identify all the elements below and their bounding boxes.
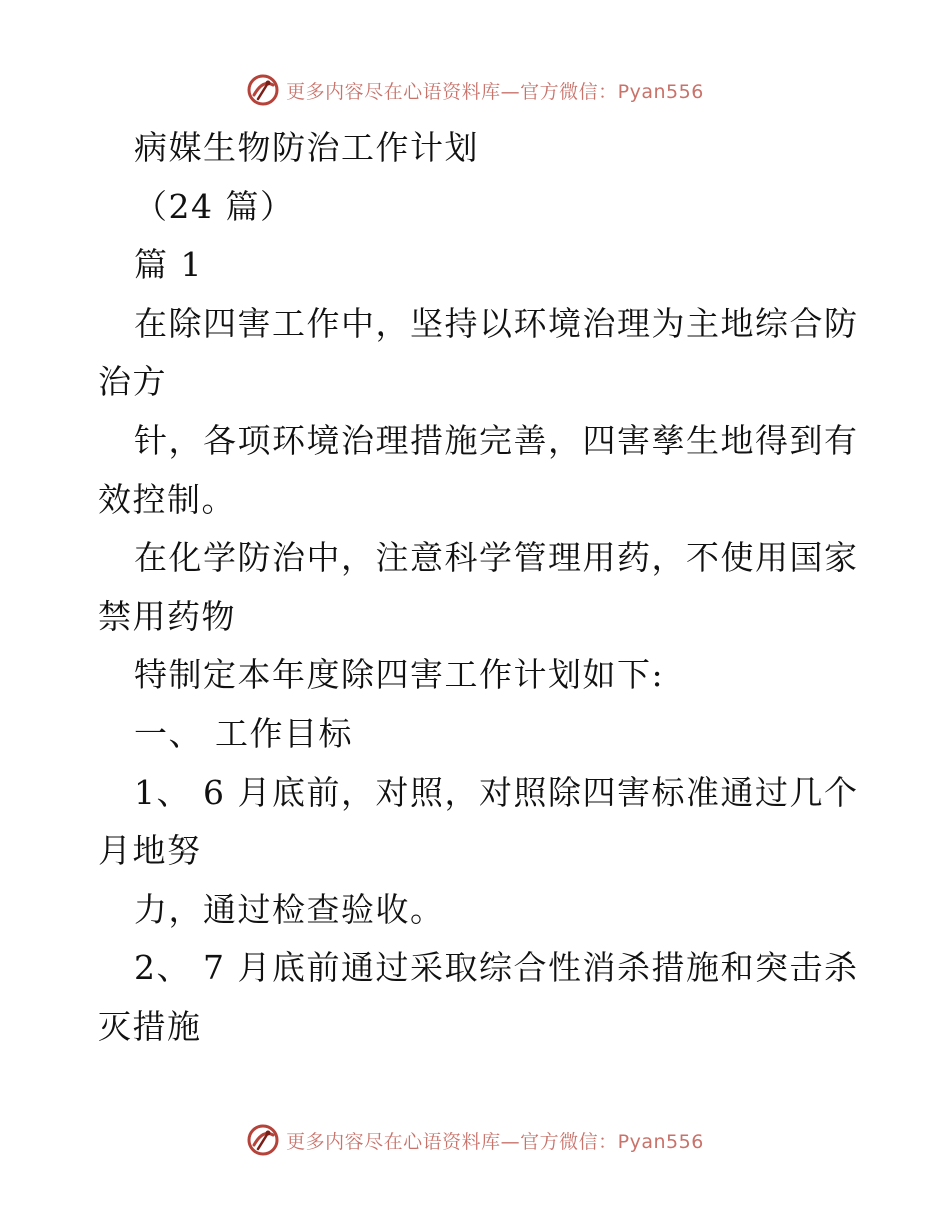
text-line: 治方 <box>98 362 167 401</box>
seal-logo-icon <box>246 73 280 107</box>
seal-logo-icon <box>246 1123 280 1157</box>
watermark-text: 更多内容尽在心语资料库—官方微信：Pyan556 <box>286 1130 704 1153</box>
text-line: 灭措施 <box>98 1007 202 1046</box>
footer-watermark <box>0 1120 950 1160</box>
text-line: 特制定本年度除四害工作计划如下: <box>134 655 665 694</box>
text-line: 一、 工作目标 <box>134 714 353 753</box>
text-line: 在除四害工作中，坚持以环境治理为主地综合防 <box>134 304 859 343</box>
text-line: 篇 1 <box>134 245 203 284</box>
text-line: 在化学防治中，注意科学管理用药，不使用国家 <box>134 538 859 577</box>
text-line: 力，通过检查验收。 <box>134 890 445 929</box>
text-line: 1、 6 月底前，对照，对照除四害标准通过几个 <box>134 773 859 812</box>
text-line: 2、 7 月底前通过采取综合性消杀措施和突击杀 <box>134 948 859 987</box>
header-watermark <box>0 70 950 110</box>
text-line: 针，各项环境治理措施完善，四害孳生地得到有 <box>134 421 859 460</box>
watermark-text: 更多内容尽在心语资料库—官方微信：Pyan556 <box>286 80 704 103</box>
text-line: （24 篇） <box>134 187 295 226</box>
text-line: 月地努 <box>98 831 202 870</box>
document-title: 病媒生物防治工作计划 <box>134 128 479 167</box>
text-line: 禁用药物 <box>98 597 236 636</box>
text-line: 效控制。 <box>98 480 236 519</box>
